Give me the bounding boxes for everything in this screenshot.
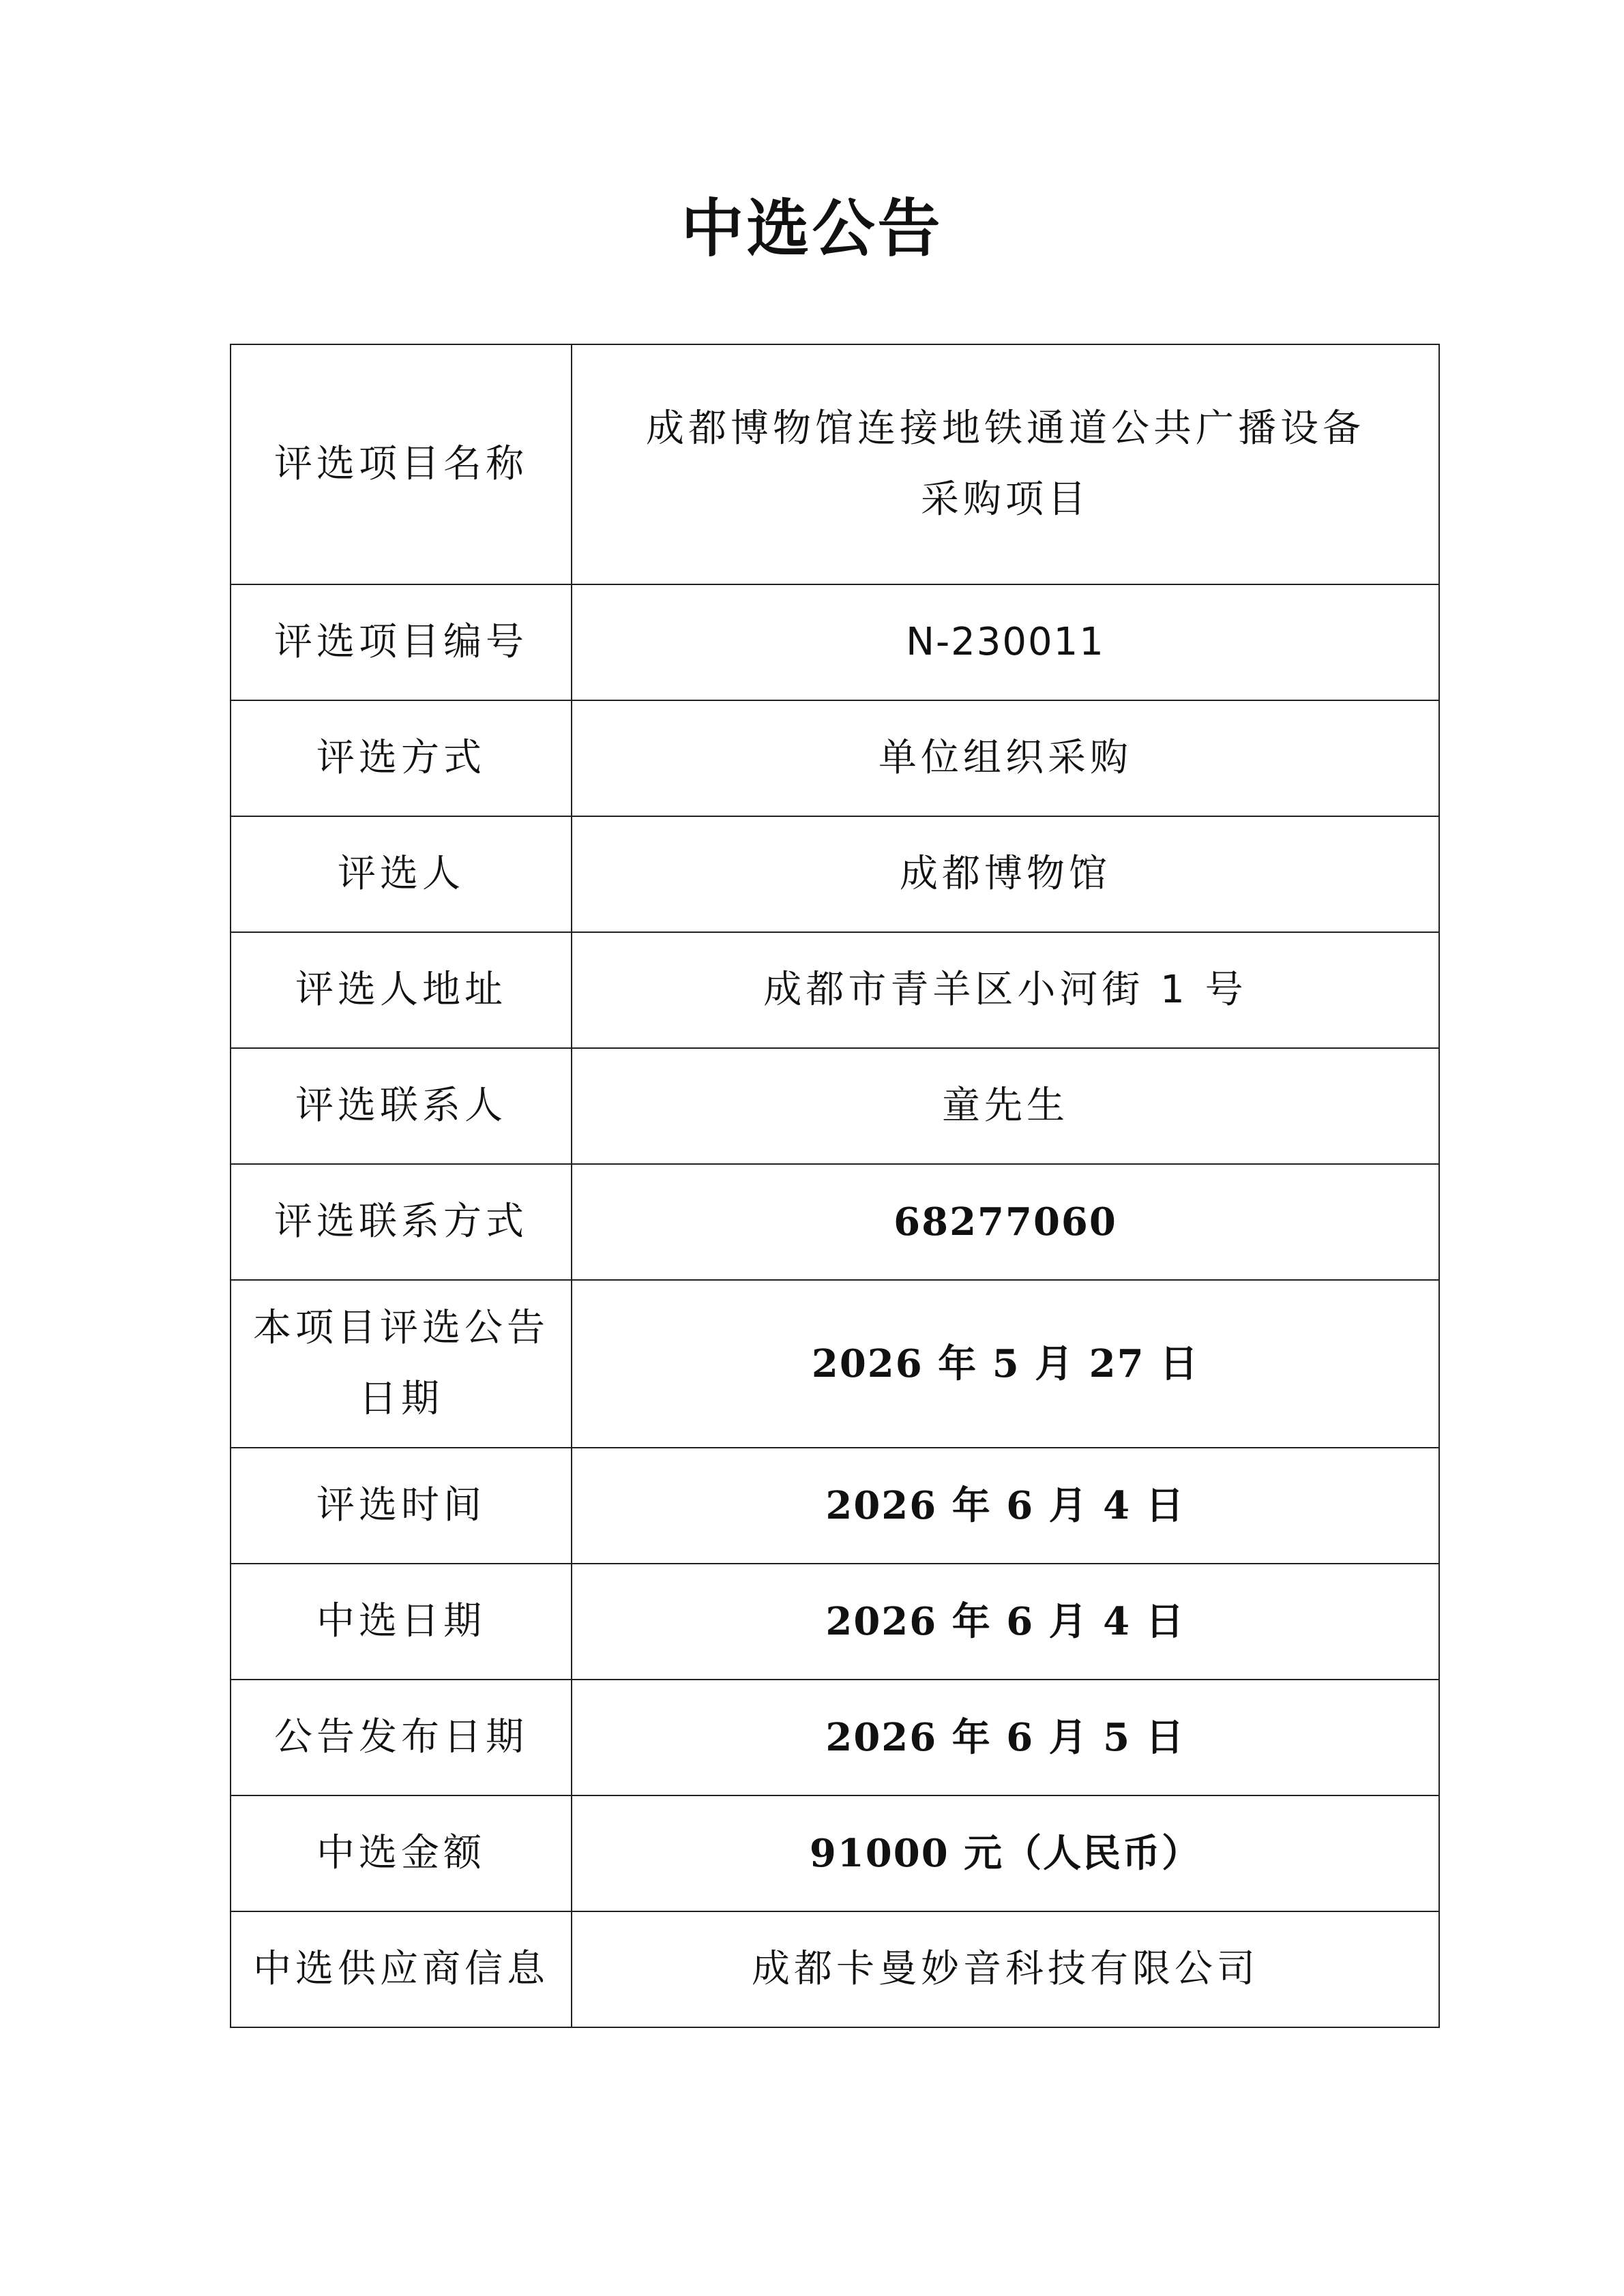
table-row: [231, 1795, 1439, 1911]
row-value-project-name: 成都博物馆连接地铁通道公共广播设备采购项目: [572, 344, 1439, 584]
table-row: [231, 932, 1439, 1048]
table-row: [231, 700, 1439, 816]
table-row: [231, 344, 1439, 584]
table-row: [231, 1911, 1439, 2027]
row-value-announcement-date: 2026 年 5 月 27 日: [572, 1280, 1439, 1448]
row-value-publish-date: 2026 年 6 月 5 日: [572, 1680, 1439, 1795]
row-label-award-amount: 中选金额: [231, 1795, 572, 1911]
row-label-announcement-date: 本项目评选公告日期: [231, 1280, 572, 1448]
row-value-award-amount: 91000 元（人民币）: [572, 1795, 1439, 1911]
table-row: [231, 1280, 1439, 1448]
row-value-selector: 成都博物馆: [572, 816, 1439, 932]
table-row: [231, 1564, 1439, 1680]
row-value-contact-phone: 68277060: [572, 1164, 1439, 1280]
row-label-contact-phone: 评选联系方式: [231, 1164, 572, 1280]
table-row: [231, 1448, 1439, 1564]
row-value-contact-person: 童先生: [572, 1048, 1439, 1164]
row-value-selector-address: 成都市青羊区小河街 1 号: [572, 932, 1439, 1048]
row-label-contact-person: 评选联系人: [231, 1048, 572, 1164]
row-label-publish-date: 公告发布日期: [231, 1680, 572, 1795]
row-label-selector-address: 评选人地址: [231, 932, 572, 1048]
row-value-project-number: N-230011: [572, 584, 1439, 700]
row-label-selection-time: 评选时间: [231, 1448, 572, 1564]
table-row: [231, 1164, 1439, 1280]
row-value-award-date: 2026 年 6 月 4 日: [572, 1564, 1439, 1680]
row-label-selection-method: 评选方式: [231, 700, 572, 816]
row-label-project-name: 评选项目名称: [231, 344, 572, 584]
table-row: [231, 816, 1439, 932]
row-label-award-date: 中选日期: [231, 1564, 572, 1680]
row-value-selection-method: 单位组织采购: [572, 700, 1439, 816]
table-row: [231, 584, 1439, 700]
page-title: 中选公告: [681, 192, 943, 265]
row-label-project-number: 评选项目编号: [231, 584, 572, 700]
row-value-selection-time: 2026 年 6 月 4 日: [572, 1448, 1439, 1564]
table-row: [231, 1048, 1439, 1164]
row-label-supplier-info: 中选供应商信息: [231, 1911, 572, 2027]
announcement-table: [230, 344, 1440, 2028]
table-row: [231, 1680, 1439, 1795]
row-label-selector: 评选人: [231, 816, 572, 932]
row-value-supplier-info: 成都卡曼妙音科技有限公司: [572, 1911, 1439, 2027]
